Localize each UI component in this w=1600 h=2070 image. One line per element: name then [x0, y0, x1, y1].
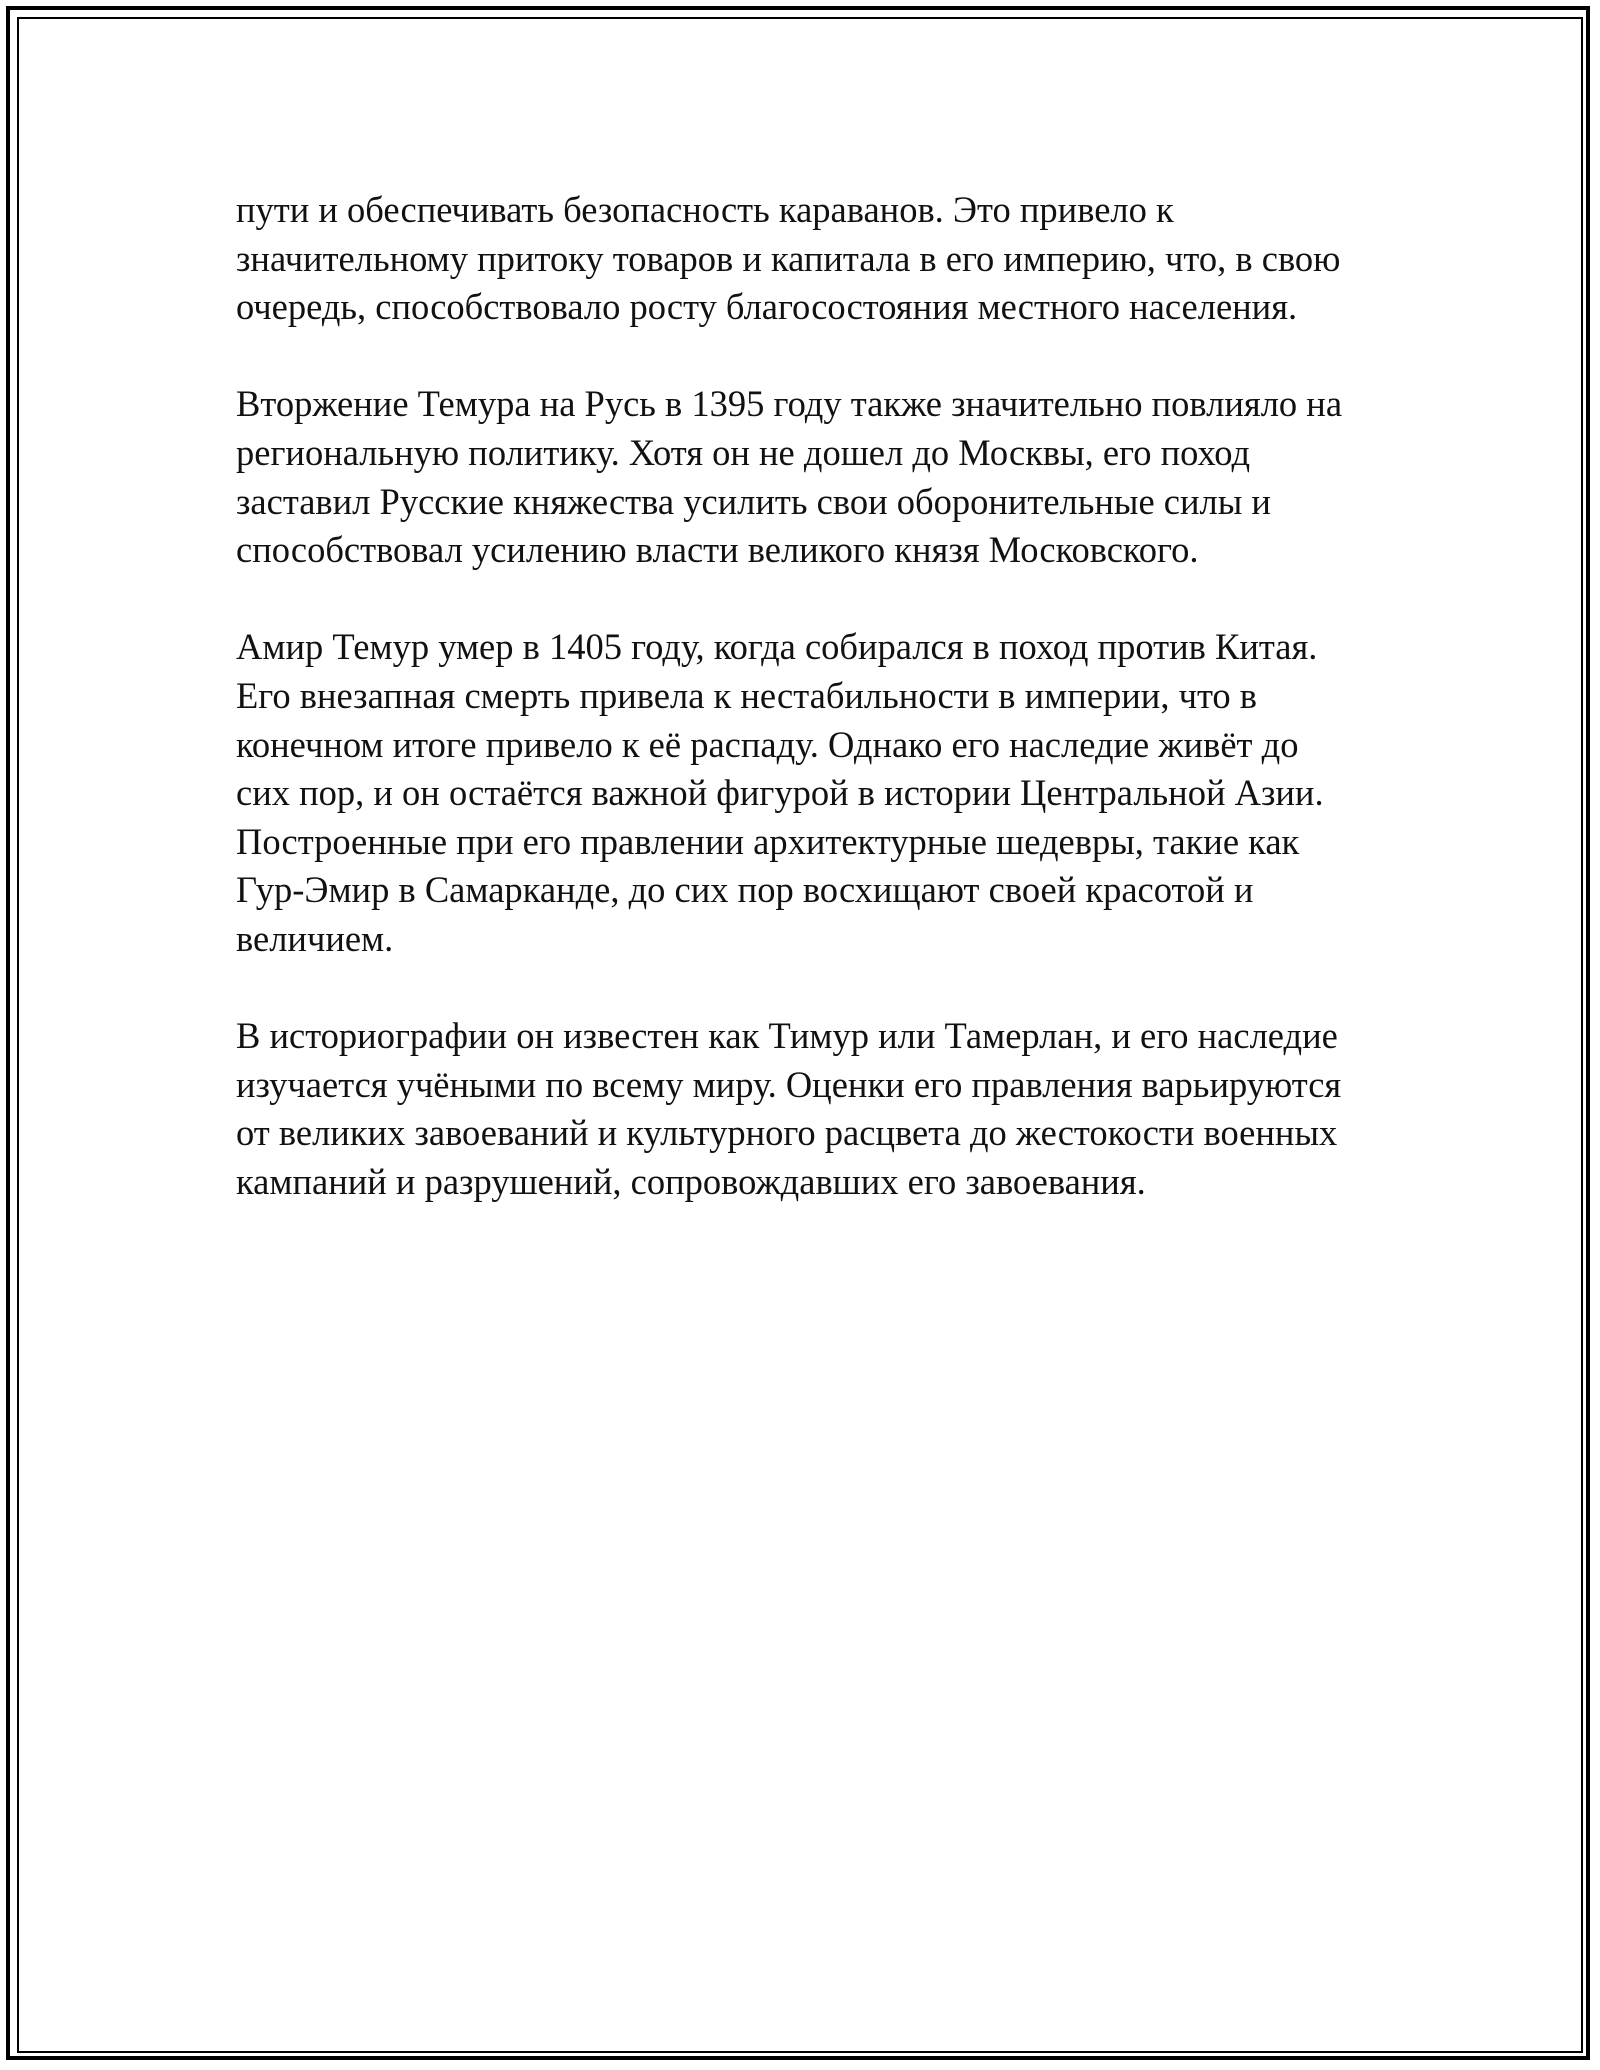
- paragraph-line: кампаний и разрушений, сопровождавших его завоевания.: [236, 1160, 1146, 1202]
- paragraph-line: Амир Темур умер в 1405 году, когда собирался в поход против Китая.: [236, 626, 1318, 668]
- paragraph-spacer: [236, 964, 1366, 1013]
- paragraph-line: величием.: [236, 917, 394, 959]
- paragraph-line: Вторжение Темура на Русь в 1395 году также значительно повлияло на: [236, 383, 1343, 425]
- paragraph-line: региональную политику. Хотя он не дошел до Москвы, его поход: [236, 431, 1251, 473]
- paragraph-line: В историографии он известен как Тимур или Тамерлан, и его наследие: [236, 1015, 1338, 1057]
- paragraph-line: конечном итоге привело к её распаду. Однако его наследие живёт до: [236, 723, 1299, 765]
- paragraph-1: [236, 186, 1366, 332]
- paragraph-line: способствовал усилению власти великого князя Московского.: [236, 529, 1199, 571]
- paragraph-3: [236, 623, 1366, 963]
- paragraph-spacer: [236, 575, 1366, 624]
- paragraph-4: [236, 1012, 1366, 1206]
- paragraph-line: Его внезапная смерть привела к нестабильности в империи, что в: [236, 674, 1258, 716]
- paragraph-line: пути и обеспечивать безопасность караванов. Это привело к: [236, 189, 1174, 230]
- paragraph-line: Построенные при его правлении архитектурные шедевры, такие как: [236, 820, 1300, 862]
- paragraph-line: сих пор, и он остаётся важной фигурой в истории Центральной Азии.: [236, 772, 1324, 814]
- paragraph-line: Гур-Эмир в Самарканде, до сих пор восхищают своей красотой и: [236, 869, 1254, 911]
- paragraph-line: значительному притоку товаров и капитала в его империю, что, в свою: [236, 237, 1341, 279]
- paragraph-2: [236, 380, 1366, 574]
- document-body: [236, 186, 1366, 1206]
- paragraph-line: от великих завоеваний и культурного расцвета до жестокости военных: [236, 1112, 1338, 1154]
- paragraph-line: изучается учёными по всему миру. Оценки его правления варьируются: [236, 1063, 1342, 1105]
- paragraph-line: заставил Русские княжества усилить свои оборонительные силы и: [236, 480, 1271, 522]
- paragraph-spacer: [236, 332, 1366, 381]
- paragraph-line: очередь, способствовало росту благосостояния местного населения.: [236, 286, 1298, 328]
